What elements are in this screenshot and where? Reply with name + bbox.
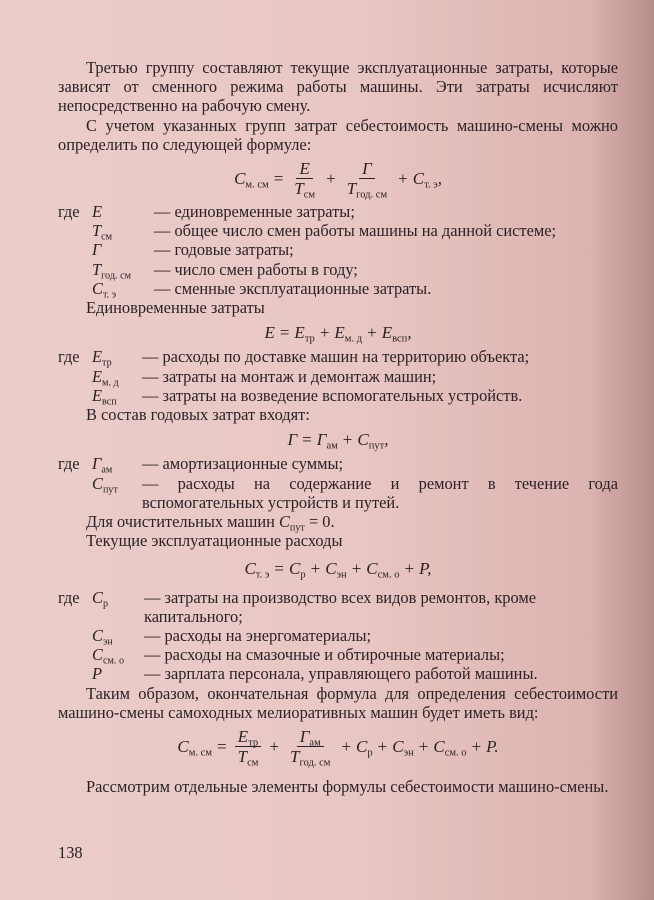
definition-row: $T_{см}$ — общее число смен работы машины на данной системе; [92,221,557,243]
paragraph-closing: Рассмотрим отдельные элементы формулы себестоимости машино-смены. [86,777,609,797]
definition-row: где $C_р$ — затраты на производство всех видов ремонтов, кроме капитального; [58,587,537,626]
formula-machine-shift-cost: $C_{м. см}$ = $\frac{E}{T_{см}}$ + $\frac{Г}{T_{год. см}}$ + $C_{т. э}$, [234,159,442,201]
paragraph-current-costs: Текущие эксплуатационные расходы [86,531,343,551]
definition-row: $E_{м. д}$ — затраты на монтаж и демонтаж машин; [92,366,437,389]
definition-row: P — зарплата персонала, управляющего работой машины. [92,664,538,684]
formula5-fraction-g: $\frac{Г_{ам}}{T_{год. см}}$ [290,727,331,769]
paragraph-cleaning-machines: Для очистительных машин $C_{пут} = 0$. [86,512,335,534]
formula1-fraction-g: $\frac{Г}{T_{год. см}}$ [346,159,388,201]
formula-final-machine-shift-cost: $C_{м. см}$ = $\frac{E_{тр}}{T_{см}}$ + $\frac{Г_{ам}}{T_{год. см}}$ + $C_р$ + $C_{эн}$ + $C_{см. о}$ + P. [177,727,499,769]
definition-row: $T_{год. см}$ — число смен работы в году; [92,259,358,282]
formula1-last-term: $C_{т. э}$, [412,168,442,191]
definition-row: где $Г_{ам}$ — амортизационные суммы; [58,454,344,476]
definitions-formula2 [58,347,618,408]
formula1-fraction-e: $\frac{E}{T_{см}}$ [294,159,316,201]
definition-row: $C_{пут}$ — расходы на содержание и ремонт в течение года вспомогательных устройств и путей. [92,473,618,512]
page-number: 138 [58,843,83,862]
formula-current-costs: $C_{т. э}$ = $C_р$ + $C_{эн}$ + $C_{см. о}$ + P, [244,559,432,582]
paragraph-cost-formula-intro: С учетом указанных групп затрат себестоимость машино-смены можно определить по следующей формуле: [58,115,618,154]
definition-row: где E — единовременные затраты; [58,202,355,222]
formula-one-time-costs: E = $E_{тр}$ + $E_{м. д}$ + $E_{всп}$, [264,323,412,345]
definition-row: Г — годовые затраты; [92,240,294,260]
paragraph-final-formula-intro: Таким образом, окончательная формула для определения себестоимости машино-смены самоходных мелиоративных машин будет иметь вид: [58,683,618,722]
formula-annual-costs: Г = $Г_{ам}$ + $C_{пут}$, [287,430,389,452]
formula5-fraction-e: $\frac{E_{тр}}{T_{см}}$ [235,728,262,765]
definition-row: $C_{см. о}$ — расходы на смазочные и обтирочные материалы; [92,645,505,667]
definition-row: $E_{всп}$ — затраты на возведение вспомогательных устройств. [92,385,523,408]
paragraph-third-group: Третью группу составляют текущие эксплуатационные затраты, которые зависят от сменного режима работы машины. Эти затраты исчисляют непосредственно на рабочую смену. [58,58,618,116]
definition-row: $C_{эн}$ — расходы на энергоматериалы; [92,626,372,648]
formula1-lhs: $C_{м. см}$ [234,168,269,191]
definitions-formula4 [58,588,618,684]
paragraph-annual-costs: В состав годовых затрат входят: [86,405,310,425]
definition-row: $C_{т. э}$ — сменные эксплуатационные затраты. [92,278,432,301]
definitions-formula1 [58,202,618,301]
paragraph-one-time-costs: Единовременные затраты [86,298,265,318]
definition-row: где $E_{тр}$ — расходы по доставке машин на территорию объекта; [58,347,530,369]
definitions-formula3 [58,454,618,512]
page-text [58,58,618,796]
